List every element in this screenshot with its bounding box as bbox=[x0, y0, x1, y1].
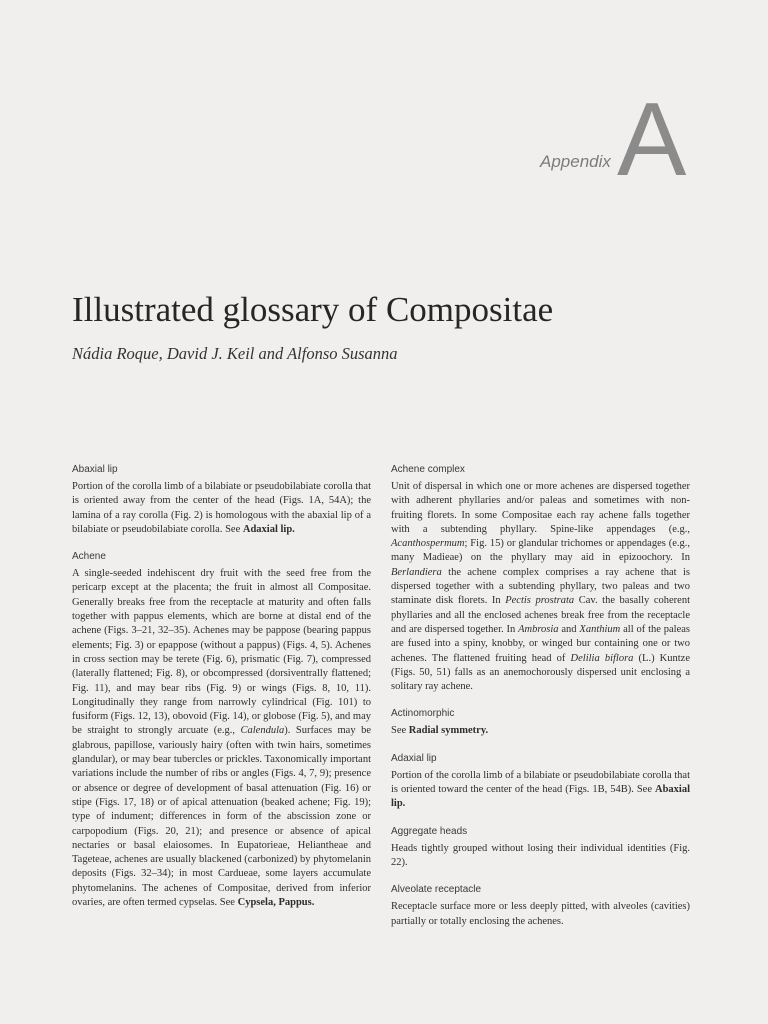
definition-text: Portion of the corolla limb of a bilabiate or pseudobilabiate corolla that is oriented away from the center of the head (Figs. 1A, 54A); the lamina of a ray corolla (Fig. 2) is homologous with the abaxial lip of a bilabiate or pseudobilabiate corolla. See bbox=[72, 481, 371, 535]
left-column bbox=[72, 461, 371, 923]
right-column bbox=[391, 461, 690, 942]
appendix-label: Appendix bbox=[540, 152, 611, 171]
entry-definition bbox=[72, 567, 371, 910]
definition-text: Heads tightly grouped without losing their individual identities (Fig. 22). bbox=[391, 842, 690, 868]
glossary-entry-achene-complex bbox=[391, 463, 690, 694]
glossary-entry-abaxial-lip bbox=[72, 463, 371, 537]
taxon-name: Delilia biflora bbox=[570, 652, 634, 664]
entry-term: Achene bbox=[72, 551, 106, 563]
definition-text: all of the paleas are fused into a spiny, knobby, or winged bur containing one or two achenes. The flattened fruiting head of bbox=[391, 623, 690, 664]
entry-term: Abaxial lip bbox=[72, 464, 118, 475]
definition-text: See bbox=[391, 725, 409, 737]
glossary-entry-aggregate-heads bbox=[391, 825, 690, 871]
taxon-name: Xanthium bbox=[579, 623, 621, 635]
definition-text: the achene complex comprises a ray achene that is dispersed together with a subtending phyllary, two paleas and two staminate disk florets. In bbox=[391, 566, 690, 607]
entry-term: Alveolate receptacle bbox=[391, 884, 482, 896]
entry-term: Adaxial lip bbox=[391, 752, 437, 764]
definition-text: Receptacle surface more or less deeply pitted, with alveoles (cavities) partially or totally enclosing the achenes. bbox=[391, 901, 690, 927]
glossary-entry-achene bbox=[72, 550, 371, 910]
see-reference: Abaxial lip. bbox=[391, 784, 690, 810]
definition-text: (L.) Kuntze (Figs. 50, 51) falls as an anemochorously dispersed unit enclosing a solitary ray achene. bbox=[391, 652, 691, 693]
page-title: Illustrated glossary of Compositae bbox=[72, 290, 554, 329]
authors: Nádia Roque, David J. Keil and Alfonso Susanna bbox=[72, 344, 398, 363]
glossary-entry-adaxial-lip bbox=[391, 752, 690, 812]
entry-definition bbox=[391, 724, 690, 738]
definition-text: ). Surfaces may be glabrous, papillose, variously hairy (often with twin hairs, sometimes glandular), or may bear tubercles or prickles. Taxonomically important variations include the number of ribs or angles (Figs. 4, 7, 9); presence or absence or degree of development of basal attenuation (Fig. 16) or stipe (Figs. 17, 18) or of apical attenuation (beaked achene; Fig. 19); type of indument; differences in form of the abscission zone or carpopodium (Figs. 20, 21); and presence or absence of apical nectaries or basal elaiosomes. In Eupatorieae, Heliantheae and Tageteae, achenes are usually blackened (carbonized) by phytomelanin deposits (Figs. 32–34); in most Cardueae, some layers accumulate phytomelanins. The achenes of Compositae, derived from inferior ovaries, are often termed cypselas. See bbox=[72, 725, 371, 909]
entry-term: Actinomorphic bbox=[391, 708, 455, 720]
entry-definition bbox=[391, 842, 690, 871]
taxon-name: Calendula bbox=[240, 725, 285, 737]
definition-text: Unit of dispersal in which one or more achenes are dispersed together with adherent phyllaries and/or paleas and sometimes with non-fruiting florets. In some Compositae each ray achene falls together with a subtending phyllary. Spine-like appendages (e.g., bbox=[391, 481, 690, 535]
see-reference: Adaxial lip. bbox=[242, 523, 295, 535]
entry-definition bbox=[391, 769, 690, 812]
glossary-entry-alveolate-receptacle bbox=[391, 883, 690, 929]
entry-definition bbox=[72, 480, 371, 537]
entry-term: Aggregate heads bbox=[391, 825, 468, 837]
definition-text: and bbox=[558, 623, 580, 635]
entry-definition bbox=[391, 900, 690, 929]
taxon-name: Acanthospermum bbox=[391, 538, 465, 550]
taxon-name: Pectis prostrata bbox=[505, 595, 575, 607]
taxon-name: Berlandiera bbox=[391, 566, 442, 578]
see-reference: Radial symmetry. bbox=[408, 725, 489, 737]
see-reference: Cypsela, Pappus. bbox=[237, 897, 315, 909]
appendix-letter: A bbox=[617, 82, 685, 198]
entry-definition bbox=[391, 480, 690, 694]
definition-text: Portion of the corolla limb of a bilabiate or pseudobilabiate corolla that is oriented toward the center of the head (Figs. 1B, 54B). See bbox=[391, 769, 690, 796]
taxon-name: Ambrosia bbox=[518, 623, 559, 635]
glossary-entry-actinomorphic bbox=[391, 707, 690, 738]
definition-text: Cav. the basally coherent phyllaries and all the enclosed achenes break free from the receptacle and are dispersed together. In bbox=[391, 595, 691, 635]
entry-term: Achene complex bbox=[391, 464, 465, 475]
definition-text: ; Fig. 15) or glandular trichomes or appendages (e.g., many Madieae) on the phyllary may aid in epizoochory. In bbox=[391, 538, 690, 564]
definition-text: A single-seeded indehiscent dry fruit with the seed free from the pericarp except at the placenta; the fruit in almost all Compositae. Generally breaks free from the receptacle at maturity and often falls together with pappus elements, which are borne at distal end of the achene (Figs. 3–21, 32–35). Achenes may be pappose (bearing pappus elements; Fig. 3) or epappose (without a pappus) (Figs. 4, 5). Achenes in cross section may be terete (Fig. 6), prismatic (Fig. 7), compressed (laterally flattened; Fig. 8), or obcompressed (dorsiventrally flattened; Fig. 11), and may bear ribs (Fig. 9) or wings (Figs. 8, 10, 11). Longitudinally they range from narrowly cylindrical (Fig. 101) to fusiform (Figs. 12, 13), obovoid (Fig. 14), or globose (Fig. 5), and may be straight to strongly arcuate (e.g., bbox=[72, 568, 371, 737]
